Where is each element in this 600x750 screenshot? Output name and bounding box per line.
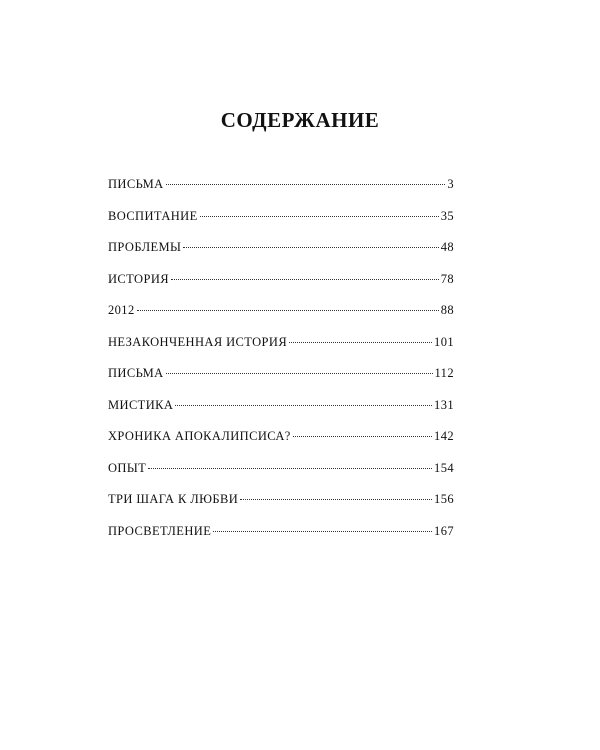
toc-entry-title: ПРОБЛЕМЫ bbox=[108, 240, 182, 254]
dot-leader bbox=[289, 342, 432, 343]
toc-entry-page: 101 bbox=[434, 334, 454, 349]
toc-entry[interactable] bbox=[108, 177, 454, 209]
toc-entry-title: ПИСЬМА bbox=[108, 177, 164, 191]
toc-entry-page: 131 bbox=[434, 397, 454, 412]
toc-entry[interactable] bbox=[108, 461, 454, 493]
toc-entry-page: 154 bbox=[434, 460, 454, 475]
table-of-contents bbox=[108, 177, 454, 555]
toc-entry[interactable] bbox=[108, 429, 454, 461]
toc-entry-page: 78 bbox=[440, 271, 454, 286]
dot-leader bbox=[200, 216, 439, 217]
toc-entry-page: 156 bbox=[434, 492, 454, 506]
toc-entry-title: ИСТОРИЯ bbox=[108, 271, 169, 286]
toc-entry[interactable] bbox=[108, 366, 454, 398]
page-title: СОДЕРЖАНИЕ bbox=[220, 108, 380, 132]
toc-entry-title: ВОСПИТАНИЕ bbox=[108, 208, 198, 223]
toc-entry-title: НЕЗАКОНЧЕННАЯ ИСТОРИЯ bbox=[108, 334, 288, 349]
toc-entry[interactable] bbox=[108, 209, 454, 241]
toc-entry-title: ТРИ ШАГА К ЛЮБВИ bbox=[108, 492, 239, 506]
toc-entry[interactable] bbox=[108, 524, 454, 556]
dot-leader bbox=[293, 436, 432, 437]
dot-leader bbox=[175, 405, 432, 406]
toc-entry-page: 142 bbox=[434, 429, 454, 443]
dot-leader bbox=[213, 531, 432, 532]
toc-entry[interactable] bbox=[108, 240, 454, 272]
dot-leader bbox=[183, 247, 438, 248]
toc-entry[interactable] bbox=[108, 492, 454, 524]
toc-entry-title: ПИСЬМА bbox=[108, 366, 164, 380]
toc-entry[interactable] bbox=[108, 303, 454, 335]
toc-entry-page: 48 bbox=[440, 240, 454, 254]
toc-entry[interactable] bbox=[108, 335, 454, 367]
dot-leader bbox=[171, 279, 439, 280]
toc-entry-title: ХРОНИКА АПОКАЛИПСИСА? bbox=[108, 429, 291, 443]
toc-entry-page: 167 bbox=[434, 523, 454, 538]
dot-leader bbox=[166, 373, 433, 374]
toc-entry-title: МИСТИКА bbox=[108, 397, 174, 412]
toc-entry-title: ПРОСВЕТЛЕНИЕ bbox=[108, 523, 212, 538]
dot-leader bbox=[148, 468, 432, 469]
dot-leader bbox=[166, 184, 446, 185]
dot-leader bbox=[240, 499, 432, 500]
toc-entry-title: 2012 bbox=[108, 303, 135, 317]
toc-entry[interactable] bbox=[108, 398, 454, 430]
dot-leader bbox=[137, 310, 439, 311]
toc-entry-page: 3 bbox=[447, 177, 454, 191]
toc-entry-page: 112 bbox=[434, 366, 454, 380]
toc-entry[interactable] bbox=[108, 272, 454, 304]
toc-entry-title: ОПЫТ bbox=[108, 460, 147, 475]
toc-entry-page: 35 bbox=[440, 208, 454, 223]
toc-entry-page: 88 bbox=[440, 303, 454, 317]
